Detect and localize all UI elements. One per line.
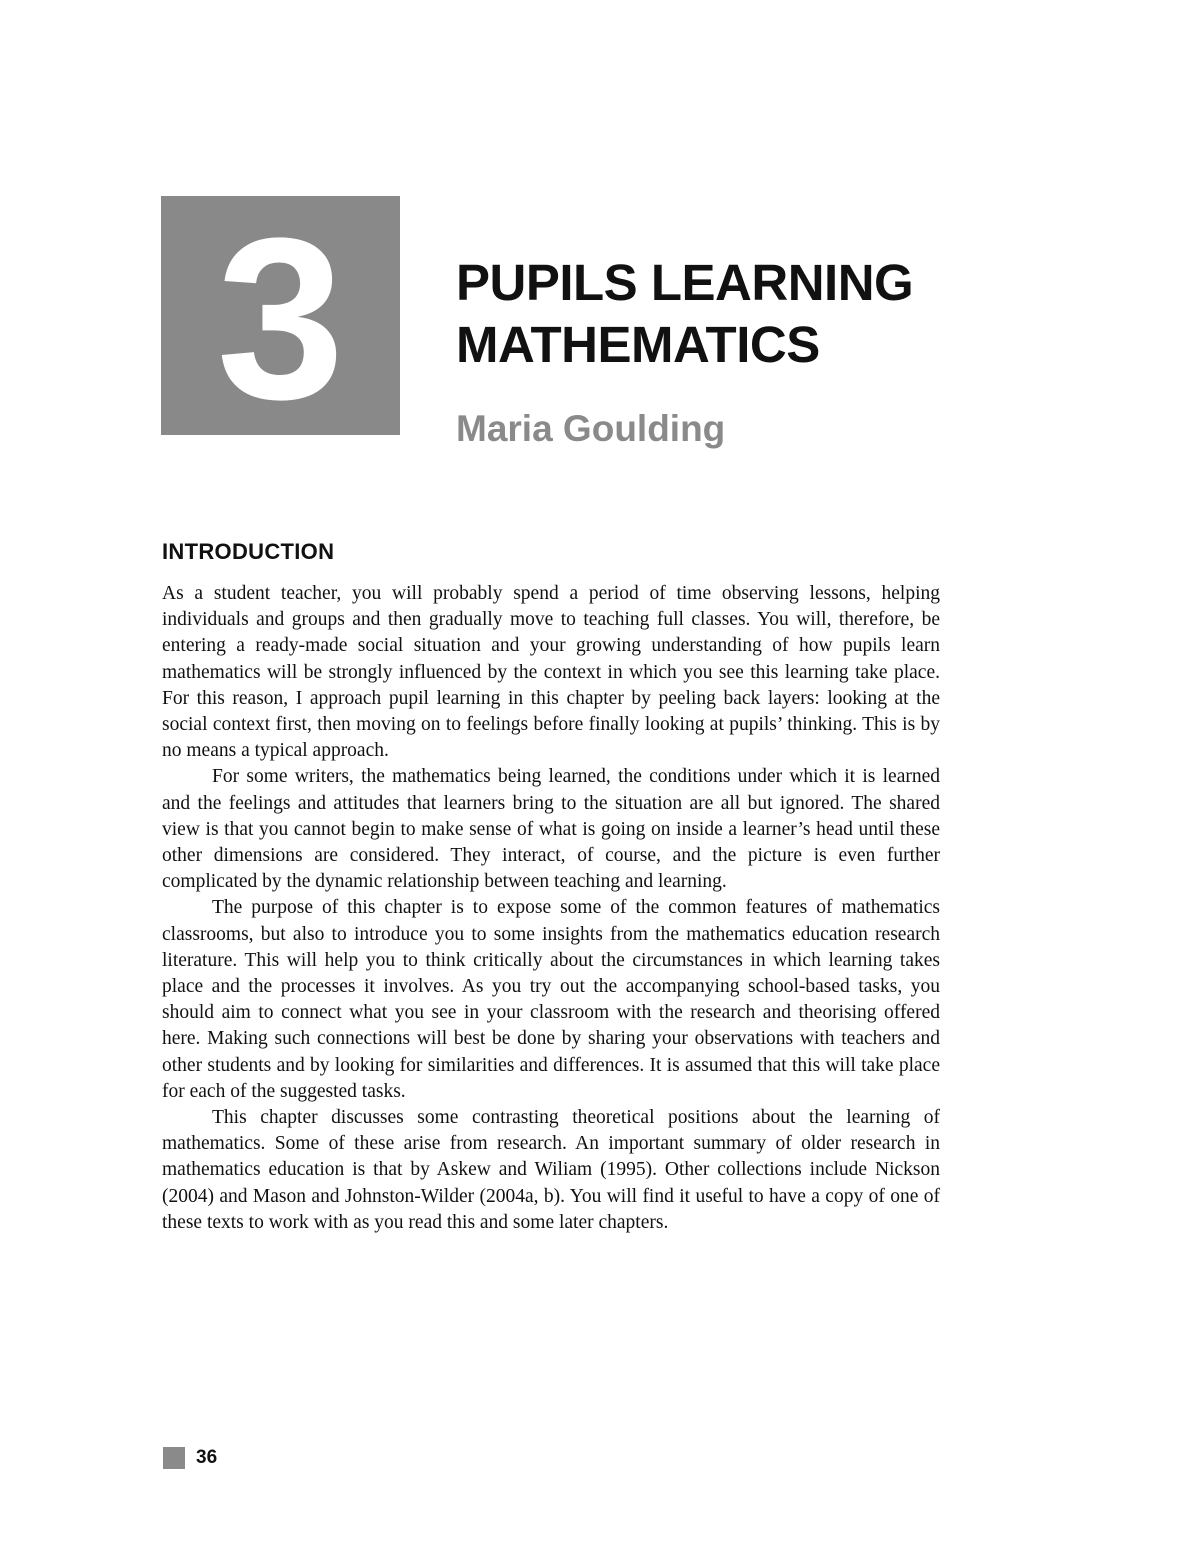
page-number: 36 xyxy=(196,1447,218,1468)
section-heading: INTRODUCTION xyxy=(162,539,335,564)
chapter-title-line-2: MATHEMATICS xyxy=(456,316,820,373)
paragraph: For some writers, the mathematics being learned, the conditions under which it is learned and the feelings and attitudes that learners bring to the situation are all but ignored. The shared view is that you cannot begin to make sense of what is going on inside a learner’s head until these other dimensions are considered. They interact, of course, and the picture is even further complicated by the dynamic relationship between teaching and learning. xyxy=(162,766,940,893)
body-text xyxy=(162,581,940,1236)
chapter-title xyxy=(456,252,913,376)
page-marker-square xyxy=(163,1447,185,1469)
chapter-number: 3 xyxy=(216,189,345,447)
chapter-number-block xyxy=(161,189,400,447)
paragraph: As a student teacher, you will probably spend a period of time observing lessons, helping individuals and groups and then gradually move to teaching full classes. You will, therefore, be entering a ready-made social situation and your growing understanding of how pupils learn mathematics will be strongly influenced by the context in which you see this learning take place. For this reason, I approach pupil learning in this chapter by peeling back layers: looking at the social context first, then moving on to feelings before finally looking at pupils’ thinking. This is by no means a typical approach. xyxy=(162,583,940,762)
paragraph: The purpose of this chapter is to expose some of the common features of mathematics classrooms, but also to introduce you to some insights from the mathematics education research literature. This will help you to think critically about the circumstances in which learning takes place and the processes it involves. As you try out the accompanying school-based tasks, you should aim to connect what you see in your classroom with the research and theorising offered here. Making such connections will best be done by sharing your observations with teachers and other students and by looking for similarities and differences. It is assumed that this will take place for each of the suggested tasks. xyxy=(162,897,940,1102)
paragraph: This chapter discusses some contrasting theoretical positions about the learning of mathematics. Some of these arise from research. An important summary of older research in mathematics education is that by Askew and Wiliam (1995). Other collections include Nickson (2004) and Mason and Johnston-Wilder (2004a, b). You will find it useful to have a copy of one of these texts to work with as you read this and some later chapters. xyxy=(162,1107,940,1233)
chapter-title-line-1: PUPILS LEARNING xyxy=(456,254,914,311)
chapter-author: Maria Goulding xyxy=(456,408,726,449)
page-footer xyxy=(163,1447,217,1469)
